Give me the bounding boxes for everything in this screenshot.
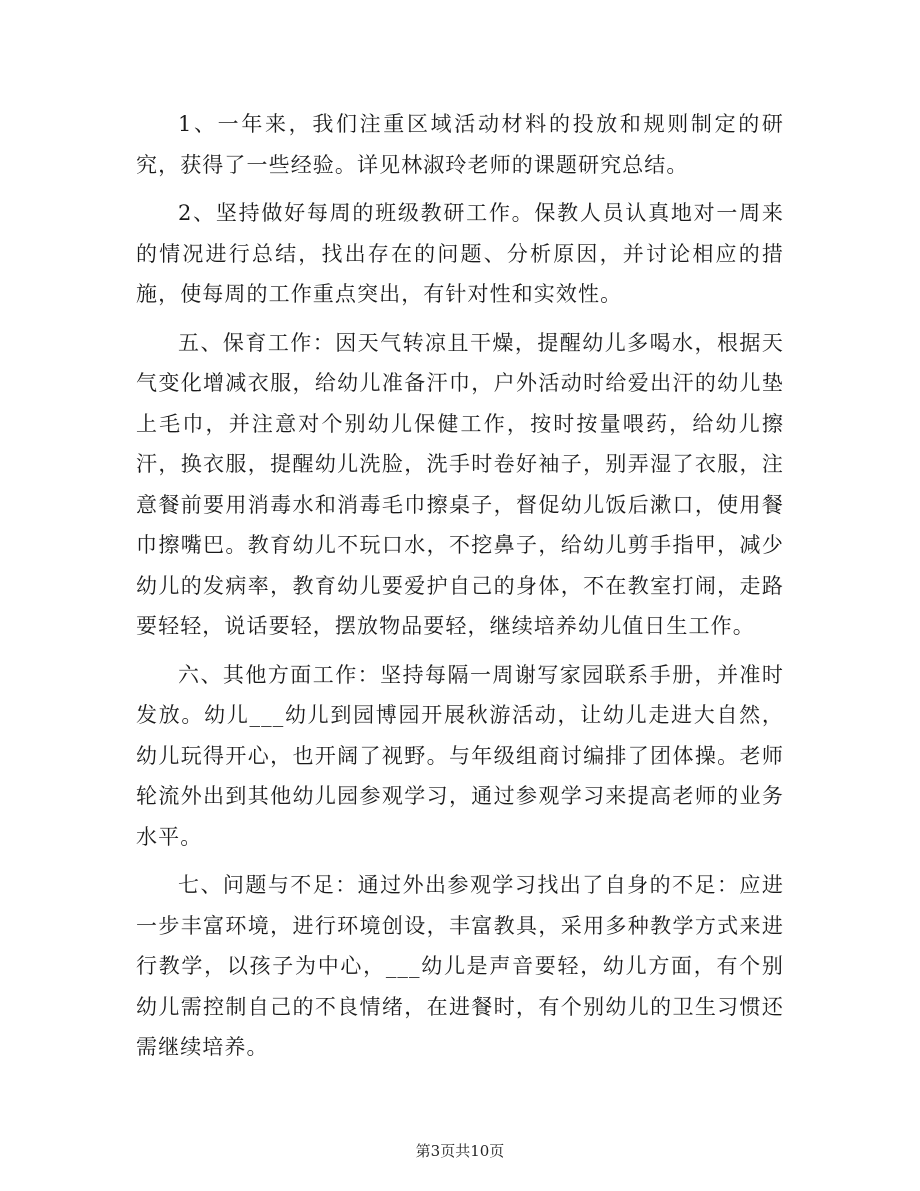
- paragraph-childcare-work: 五、保育工作：因天气转凉且干燥，提醒幼儿多喝水，根据天气变化增减衣服，给幼儿准备汗巾，户外活动时给爱出汗的幼儿垫上毛巾，并注意对个别幼儿保健工作，按时按量喂药，给幼儿擦汗，换衣服，提醒幼儿洗脸，洗手时卷好袖子，别弄湿了衣服，注意餐前要用消毒水和消毒毛巾擦桌子，督促幼儿饭后漱口，使用餐巾擦嘴巴。教育幼儿不玩口水，不挖鼻子，给幼儿剪手指甲，减少幼儿的发病率，教育幼儿要爱护自己的身体，不在教室打闹，走路要轻轻，说话要轻，摆放物品要轻，继续培养幼儿值日生工作。: [136, 330, 784, 638]
- paragraph-problems-shortcomings: 七、问题与不足：通过外出参观学习找出了自身的不足：应进一步丰富环境，进行环境创设，丰富教具，采用多种教学方式来进行教学，以孩子为中心，___幼儿是声音要轻，幼儿方面，有个别幼儿需控制自己的不良情绪，在进餐时，有个别幼儿的卫生习惯还需继续培养。: [136, 873, 784, 1059]
- document-body: [136, 104, 784, 1076]
- paragraph-weekly-research: 2、坚持做好每周的班级教研工作。保教人员认真地对一周来的情况进行总结，找出存在的问题、分析原因，并讨论相应的措施，使每周的工作重点突出，有针对性和实效性。: [136, 201, 784, 306]
- paragraph-region-activities: 1、一年来，我们注重区域活动材料的投放和规则制定的研究，获得了一些经验。详见林淑玲老师的课题研究总结。: [136, 112, 784, 177]
- page-number-footer: 第3页共10页: [415, 1142, 505, 1160]
- paragraph-other-work: 六、其他方面工作：坚持每隔一周谢写家园联系手册，并准时发放。幼儿___幼儿到园博园开展秋游活动，让幼儿走进大自然，幼儿玩得开心，也开阔了视野。与年级组商讨编排了团体操。老师轮流外出到其他幼儿园参观学习，通过参观学习来提高老师的业务水平。: [136, 662, 784, 849]
